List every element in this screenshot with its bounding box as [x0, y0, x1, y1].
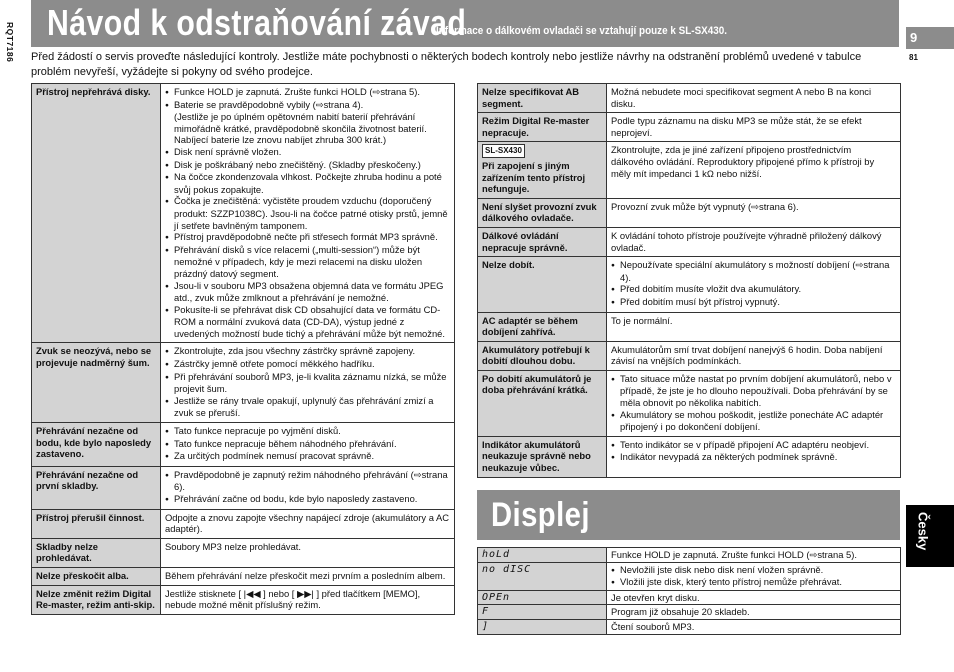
problem-cell — [32, 343, 161, 423]
display-meaning-cell — [607, 590, 901, 605]
intro-paragraph: Před žádostí o servis proveďte následující kontroly. Jestliže máte pochybnosti o některých bodech kontroly nebo jestliže návrhy na odstranění problémů uvedené v tabulce problém nevyřeší, vyžádejte si pokyny od svého prodejce. — [31, 51, 862, 78]
problem-cell — [478, 198, 607, 227]
troubleshooting-table-left — [31, 83, 455, 615]
problem-label: Nelze přeskočit alba. — [36, 569, 129, 581]
solution-cell — [161, 509, 455, 538]
display-row — [478, 590, 901, 605]
table-row — [32, 567, 455, 585]
table-row — [478, 142, 901, 198]
problem-label: Režim Digital Re-master nepracuje. — [482, 115, 590, 138]
problem-cell — [32, 585, 161, 614]
table-row — [478, 198, 901, 227]
problem-cell — [32, 423, 161, 467]
problem-label: AC adaptér se během dobíjení zahřívá. — [482, 314, 578, 338]
table-row — [478, 370, 901, 436]
solution-cell — [161, 466, 455, 509]
solution-cell — [161, 343, 455, 423]
solution-cell — [607, 227, 901, 256]
table-row — [32, 343, 455, 423]
display-segment: F — [478, 605, 607, 620]
display-section-header — [477, 490, 900, 540]
solution-item: ● Přehrávání začne od bodu, kde bylo naposledy zastaveno. — [165, 493, 450, 506]
table-row — [478, 436, 901, 477]
solution-cell — [161, 538, 455, 567]
document-code: RQT7186 — [4, 22, 15, 63]
display-section-title: Displej — [491, 496, 590, 534]
model-tag: SL-SX430 — [482, 144, 525, 158]
problem-label: Zvuk se neozývá, nebo se projevuje nadměrný šum. — [36, 345, 152, 369]
solution-item: ● Zástrčky jemně otřete pomocí měkkého hadříku. — [165, 358, 450, 371]
display-segment: ] — [478, 619, 607, 634]
solution-cell — [607, 84, 901, 113]
display-meaning: Program již obsahuje 20 skladeb. — [611, 606, 750, 618]
table-row — [478, 312, 901, 341]
solution-item: ● Disk je poškrábaný nebo znečištěný. (Skladby přeskočeny.) — [165, 159, 450, 172]
solution-text: Soubory MP3 nelze prohledávat. — [165, 540, 302, 552]
solution-item: ● Před dobitím musíte vložit dva akumulátory. — [611, 283, 896, 296]
language-tab — [906, 505, 954, 567]
solution-cell — [607, 341, 901, 370]
solution-cell — [607, 142, 901, 198]
display-segment: OPEn — [478, 590, 607, 605]
display-meaning-cell — [607, 548, 901, 563]
solution-text: Odpojte a znovu zapojte všechny napájecí zdroje (akumulátory a AC adaptér). — [165, 511, 450, 535]
problem-label: Není slyšet provozní zvuk dálkového ovladače. — [482, 200, 597, 224]
solution-text: Podle typu záznamu na disku MP3 se může stát, že se efekt neprojeví. — [611, 115, 862, 138]
problem-label: Přehrávání nezačne od bodu, kde bylo naposledy zastaveno. — [36, 425, 152, 460]
problem-label: Přístroj přerušil činnost. — [36, 511, 145, 523]
page-number-sub: 81 — [909, 53, 918, 62]
problem-cell — [478, 84, 607, 113]
problem-cell — [32, 466, 161, 509]
problem-label: Nelze dobít. — [482, 259, 535, 271]
solution-cell — [607, 257, 901, 312]
table-row — [478, 227, 901, 256]
solution-item: ● Na čočce zkondenzovala vlhkost. Počkejte zhruba hodinu a poté svůj pokus zopakujte. — [165, 171, 450, 195]
problem-cell — [32, 84, 161, 343]
display-row — [478, 605, 901, 620]
problem-label: Nelze změnit režim Digital Re-master, režim anti-skip. — [36, 587, 155, 611]
solution-item: ● Přehrávání disků s více relacemi („multi-session“) může být nemožné v případech, kdy je mezi relacemi na disku uložen prázdný datový segment. — [165, 244, 450, 280]
solution-cell — [161, 84, 455, 343]
solution-item: ● Tato situace může nastat po prvním dobíjení akumulátorů, nebo v případě, že jste je ho dlouho nepoužívali. Doba přehrávání by se měla obnovit po několika nabitích. — [611, 373, 896, 409]
language-label: Česky — [915, 512, 931, 551]
solution-item: ● Nepoužívate speciální akumulátory s možností dobíjení (⇨strana 4). — [611, 259, 896, 283]
solution-cell — [607, 370, 901, 436]
solution-item: ● Jsou-li v souboru MP3 obsažena objemná data ve formátu JPEG atd., zvuk může zmlknout a přehrávání je nemožné. — [165, 280, 450, 304]
problem-cell — [478, 370, 607, 436]
troubleshooting-table-right — [477, 83, 901, 478]
page-number: 9 — [906, 27, 954, 49]
display-table — [477, 547, 901, 635]
solution-cell — [607, 312, 901, 341]
table-row — [32, 84, 455, 343]
solution-text: K ovládání tohoto přístroje používejte výhradně přiložený dálkový ovladač. — [611, 229, 882, 253]
problem-label: Akumulátory potřebují k dobití dlouhou dobu. — [482, 343, 590, 367]
problem-label: Indikátor akumulátorů neukazuje správně nebo neukazuje vůbec. — [482, 438, 591, 474]
table-row — [478, 84, 901, 113]
header-bar — [31, 0, 899, 47]
problem-cell — [478, 113, 607, 142]
problem-label: Po dobití akumulátorů je doba přehrávání krátká. — [482, 372, 592, 396]
table-row — [32, 423, 455, 467]
display-row — [478, 548, 901, 563]
problem-label: Dálkové ovládání nepracuje správně. — [482, 229, 568, 253]
solution-item: ● Indikátor nevypadá za některých podmínek správně. — [611, 451, 896, 464]
solution-item: ● Pokusíte-li se přehrávat disk CD obsahující data ve formátu CD-ROM a normální zvuková data (CD-DA), výstup jedné z uvedených možností bude tichý a přehrávání může být nemožné. — [165, 304, 450, 340]
table-row — [32, 466, 455, 509]
problem-label: Nelze specifikovat AB segment. — [482, 86, 580, 109]
solution-item: ● Funkce HOLD je zapnutá. Zrušte funkci HOLD (⇨strana 5). — [165, 86, 450, 99]
problem-cell — [478, 312, 607, 341]
table-row — [32, 509, 455, 538]
problem-cell — [32, 538, 161, 567]
display-meaning: Čtení souborů MP3. — [611, 620, 695, 632]
solution-text: Během přehrávání nelze přeskočit mezi prvním a posledním albem. — [165, 569, 446, 581]
solution-item: ● Přístroj pravděpodobně nečte při střesech formát MP3 správně. — [165, 231, 450, 244]
solution-item: ● Baterie se pravděpodobně vybily (⇨strana 4). (Jestliže je po úplném opětovném nabití baterií přehrávání mimořádně krátké, pravděpodobně skončila životnost baterií. Nabíjecí baterie lze znovu nabíjet zhruba 300 krát.) — [165, 99, 450, 146]
problem-cell — [478, 142, 607, 198]
solution-item: ● Akumulátory se mohou poškodit, jestliže ponecháte AC adaptér připojený i po dokončení dobíjení. — [611, 409, 896, 433]
solution-cell — [161, 423, 455, 467]
solution-item: ● Disk není správně vložen. — [165, 146, 450, 159]
display-meaning-cell — [607, 619, 901, 634]
problem-label: Skladby nelze prohledávat. — [36, 540, 99, 564]
solution-item: ● Tento indikátor se v případě připojení AC adaptéru neobjeví. — [611, 439, 896, 452]
solution-cell — [161, 567, 455, 585]
problem-label: Při zapojení s jiným zařízením tento přístroj nefunguje. — [482, 159, 586, 195]
display-segment: hoLd — [478, 548, 607, 563]
solution-text: Akumulátorům smí trvat dobíjení nanejvýš 6 hodin. Doba nabíjení závisí na vnějších podmínkách. — [611, 343, 883, 367]
problem-cell — [32, 567, 161, 585]
solution-item: ● Za určitých podmínek nemusí pracovat správně. — [165, 450, 450, 463]
problem-cell — [478, 257, 607, 312]
display-row — [478, 619, 901, 634]
solution-item: ● Pravděpodobně je zapnutý režim náhodného přehrávání (⇨strana 6). — [165, 469, 450, 493]
page-title: Návod k odstraňování závad — [47, 2, 467, 43]
problem-cell — [478, 341, 607, 370]
problem-label: Přehrávání nezačne od první skladby. — [36, 468, 139, 492]
solution-item: ● Jestliže se rány trvale opakují, uplynulý čas přehrávání zmizí a zvuk se přeruší. — [165, 395, 450, 419]
display-meaning: Je otevřen kryt disku. — [611, 591, 700, 603]
display-meaning-item: ● Nevložili jste disk nebo disk není vložen správně. — [611, 564, 896, 577]
solution-cell — [607, 198, 901, 227]
display-segment: no dISC — [478, 562, 607, 590]
problem-cell — [478, 436, 607, 477]
solution-item: ● Před dobitím musí být přístroj vypnutý. — [611, 296, 896, 309]
solution-item: ● Při přehrávání souborů MP3, je-li kvalita záznamu nízká, se může projevit šum. — [165, 371, 450, 395]
display-meaning: Funkce HOLD je zapnutá. Zrušte funkci HOLD (⇨strana 5). — [611, 549, 857, 560]
solution-item: ● Tato funkce nepracuje během náhodného přehrávání. — [165, 438, 450, 451]
solution-text: Provozní zvuk může být vypnutý (⇨strana 6). — [611, 200, 799, 212]
display-meaning-item: ● Vložili jste disk, který tento přístroj nemůže přehrávat. — [611, 576, 896, 589]
solution-text: Zkontrolujte, zda je jiné zařízení připojeno prostřednictvím dálkového ovládání. Reproduktory připojené přímo k přístroji by měly mít impedanci 1 kΩ nebo nižší. — [611, 144, 875, 179]
display-row — [478, 562, 901, 590]
table-row — [478, 113, 901, 142]
solution-item: ● Zkontrolujte, zda jsou všechny zástrčky správně zapojeny. — [165, 345, 450, 358]
table-row — [32, 538, 455, 567]
solution-cell — [607, 113, 901, 142]
page-subtitle: Informace o dálkovém ovladači se vztahují pouze k SL-SX430. — [436, 25, 728, 37]
solution-item: ● Čočka je znečištěná: vyčistěte proudem vzduchu (doporučený produkt: SZZP1038C). Jsou-li na čočce patrné otisky prstů, jemně jí setřete bavlněným tamponem. — [165, 195, 450, 231]
problem-cell — [478, 227, 607, 256]
solution-cell — [161, 585, 455, 614]
table-row — [478, 257, 901, 312]
solution-text: To je normální. — [611, 314, 673, 326]
display-meaning-cell — [607, 562, 901, 590]
solution-cell — [607, 436, 901, 477]
solution-text: Možná nebudete moci specifikovat segment A nebo B na konci disku. — [611, 86, 872, 109]
table-row — [32, 585, 455, 614]
problem-label: Přístroj nepřehrává disky. — [36, 86, 151, 97]
solution-text: Jestliže stisknete [ |◀◀ ] nebo [ ▶▶| ] před tlačítkem [MEMO], nebude možné měnit příslušný režim. — [165, 587, 421, 611]
problem-cell — [32, 509, 161, 538]
table-row — [478, 341, 901, 370]
solution-item: ● Tato funkce nepracuje po vyjmění disků. — [165, 425, 450, 438]
display-meaning-cell — [607, 605, 901, 620]
